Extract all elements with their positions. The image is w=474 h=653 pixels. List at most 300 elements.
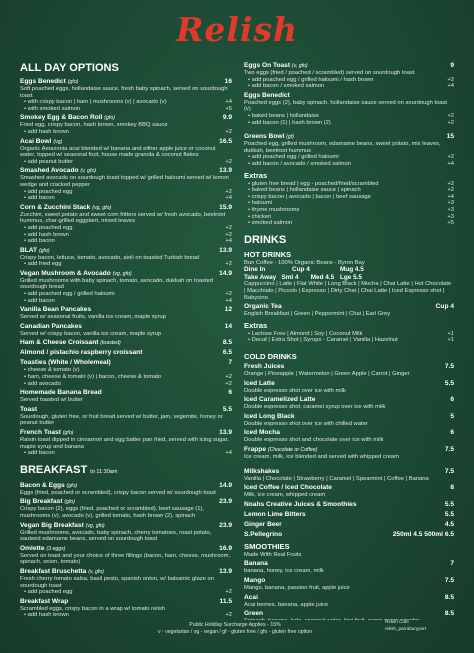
item-name: Ginger Beer [244, 520, 282, 528]
menu-item [244, 468, 454, 476]
addon-price: +2 [225, 291, 232, 298]
item-description: Double espresso shot over ice with chilled water [244, 420, 368, 427]
item-addon [244, 161, 454, 168]
item-name: Corn & Zucchini Stack (vg, gfo) [20, 203, 112, 211]
item-description: Served w/ seasonal fruits, vanilla ice cream, maple syrup [20, 314, 166, 321]
left-menu-column [20, 60, 232, 620]
item-description: banana, honey, ice cream, milk [244, 568, 324, 575]
item-name: French Toast (gfo) [20, 429, 74, 436]
item-name: Eggs On Toast (v, gfo) [244, 62, 308, 69]
addon-price: +3 [447, 213, 454, 220]
item-addon [20, 612, 232, 619]
subsection-heading: COLD DRINKS [244, 352, 297, 362]
addon-price: +5 [225, 105, 232, 112]
menu-item [244, 62, 454, 70]
item-name: Vanilla Bean Pancakes [20, 306, 92, 314]
addon-price: +2 [225, 374, 232, 381]
price-cell: Take Away [244, 273, 277, 281]
item-addon [244, 120, 454, 127]
item-name: Iced Latte [244, 379, 275, 387]
item-name: Frappe (Chocolate or Coffee) [244, 446, 318, 453]
item-name: Mango [244, 576, 266, 584]
item-price: 14.9 [219, 269, 232, 277]
addon-label: • add bacon [24, 195, 55, 202]
addon-label: • add poached egg [24, 589, 73, 596]
subsection-heading: SMOOTHIES [244, 541, 290, 551]
subsection-heading: Extras [244, 170, 268, 180]
item-description: Zucchini, sweet potato and sweet corn fritters served w/ fresh avocado, beetroot hummus, char-grilled eggplant, mixed leaves [20, 211, 226, 225]
item-name: Fresh Juices [244, 363, 285, 371]
addon-price: +4 [447, 83, 454, 90]
menu-item [244, 577, 454, 585]
item-price: 6 [228, 389, 232, 397]
addon-label: • gluten free bread | egg - poached/fried/scrambled [248, 180, 379, 187]
item-price: 9 [450, 62, 454, 69]
spacer [244, 227, 454, 232]
menu-item [20, 138, 232, 146]
item-name: BLAT (gfo) [20, 246, 50, 254]
item-price: 14 [224, 322, 232, 330]
item-addon [20, 195, 232, 202]
item-description: Poached eggs (2), baby spinach, hollandaise sauce served on sourdough toast (v) [244, 99, 448, 113]
item-addon [244, 194, 454, 201]
item-name: Eggs Benedict (gfo) [20, 78, 79, 85]
addon-label: • baked beans | hollandaise sauce | spinach [248, 187, 361, 194]
price-row [244, 266, 364, 274]
item-price: 16.5 [219, 137, 232, 145]
item-name: Toast [20, 405, 38, 413]
menu-item [244, 92, 454, 100]
dietary-tag: (vg) [53, 138, 63, 145]
addon-price: +2 [225, 612, 232, 619]
dietary-legend: v - vegetarian / vg - vegan / gf - gluten free / gfo - gluten free option [158, 628, 312, 635]
item-price: 8.5 [222, 339, 232, 347]
item-name: S.Pellegrino [244, 530, 283, 538]
item-description: Scrambled eggs, crispy bacon in a wrap w/ tomato relish [20, 605, 165, 612]
item-addon [244, 113, 454, 120]
item-description: Fried egg, crispy bacon, hash brown, smokey BBQ sauce [20, 122, 168, 129]
item-name: Homemade Banana Bread [20, 389, 102, 397]
addon-price: +2 [447, 119, 454, 126]
item-name: Iced Coffee / Iced Chocolate [244, 484, 332, 492]
addon-price: +4 [225, 297, 232, 304]
item-name: Acai [244, 593, 258, 601]
item-addon [20, 450, 232, 457]
item-name: Acai Bowl (vg) [20, 137, 63, 145]
addon-label: • cheese & tomato (v) [24, 367, 80, 374]
addon-label: • add bacon [24, 450, 55, 457]
addon-price: +4 [225, 195, 232, 202]
item-price: 12 [224, 306, 232, 314]
addon-label: • thyme mushrooms [248, 206, 300, 213]
dietary-tag: (gfo) [104, 115, 115, 122]
section-heading: DRINKS [244, 233, 287, 246]
menu-item [244, 303, 454, 311]
item-price: 9.9 [222, 114, 232, 122]
addon-label: • add fried egg [24, 261, 62, 268]
item-name: Omlette (3 eggs) [20, 544, 66, 552]
item-addon [244, 187, 454, 194]
menu-item [244, 610, 454, 618]
item-price: 6 [450, 396, 454, 404]
addon-label: • add hash brown [24, 612, 69, 619]
addon-price: +4 [447, 160, 454, 167]
item-price: 7.5 [444, 467, 454, 475]
item-description: Crispy bacon (2), eggs (fried, poached or scrambled), beef sausage (1), mushrooms (v), avocado (v), grilled tomato, hash brown (2), spinach [20, 506, 204, 519]
item-addon [20, 298, 232, 305]
item-price: 7.5 [444, 363, 454, 371]
addon-label: • add avocado [24, 380, 61, 387]
item-name: Iced Caramelized Latte [244, 396, 316, 404]
dietary-tag: (gfo) [66, 482, 78, 489]
item-description: Raisin toast dipped in cinnamon and egg batter pan fried, served with icing sugar, maple syrup and banana [20, 437, 229, 450]
item-description: Double espresso shot and chocolate over ice with milk [244, 437, 384, 444]
item-name: Noahs Creative Juices & Smoothies [244, 500, 357, 508]
item-addon [20, 367, 232, 374]
addon-label: • add peanut butter [24, 158, 74, 165]
item-addon [244, 83, 454, 90]
item-name: Banana [244, 560, 268, 568]
item-name: Greens Bowl (gf) [244, 133, 294, 141]
item-price: 5.5 [444, 379, 454, 387]
item-name: Smokey Egg & Bacon Roll (gfo) [20, 114, 115, 122]
spacer [244, 344, 454, 349]
menu-item [244, 511, 454, 519]
item-addon [20, 291, 232, 298]
section-heading: ALL DAY OPTIONS [20, 62, 119, 74]
menu-item [20, 429, 232, 437]
item-name: Big Breakfast (gfo) [20, 498, 76, 506]
item-addon [20, 261, 232, 268]
menu-item [244, 501, 454, 509]
dietary-tag: (v, gfo) [88, 568, 104, 575]
dietary-tag: (3 eggs) [46, 545, 66, 552]
item-description: Cappuccino | Latte | Flat White | Long Black | Mocha | Chai Latte | Hot Chocolate | Macchiato | Piccolo | Espresso | Dirty Chai | Chai Latte | Iced Espresso shot | Babycino [244, 281, 452, 301]
item-price: 15 [446, 133, 454, 141]
item-description: Poached egg, grilled mushroom, edamame beans, sweet potato, mix leaves, dukkah, beetroot hummus [244, 141, 441, 154]
addon-label: • add bacon / avocado / smoked salmon [248, 160, 351, 167]
item-description: Mango, banana, passion fruit, apple juice [244, 584, 350, 591]
menu-item [20, 339, 232, 347]
menu-item [20, 545, 232, 553]
instagram-handle: relish_parraburyport [385, 626, 427, 631]
dietary-tag: (v, gfo) [291, 63, 308, 69]
item-addon [244, 220, 454, 227]
item-name: Canadian Pancakes [20, 322, 82, 330]
item-description: Served on toast and your choice of three fillings (bacon, ham, cheese, mushroom, spinach, onion, tomato) [20, 552, 231, 566]
item-description: Ice cream, milk, ice blended and served with whipped cream [244, 454, 399, 460]
addon-label: • add bacon [24, 238, 55, 245]
item-price: 13.9 [219, 167, 232, 175]
item-price: 5 [450, 412, 454, 420]
item-description: Bun Coffee - 100% Organic Beans - Byron Bay [244, 259, 365, 266]
item-addon [20, 159, 232, 166]
dietary-tag: (Chocolate or Coffee) [267, 447, 318, 453]
item-addon [244, 154, 454, 161]
addon-price: +2 [225, 231, 232, 238]
menu-item [20, 568, 232, 576]
item-price: 5.5 [444, 510, 454, 518]
addon-price: +2 [225, 589, 232, 596]
menu-item [20, 247, 232, 255]
item-addon [20, 189, 232, 196]
item-price: 7 [228, 359, 232, 367]
addon-label: • add poached egg [24, 188, 73, 195]
price-cell: Sml 4 [281, 273, 299, 281]
menu-item [244, 521, 454, 529]
menu-item [244, 413, 454, 421]
menu-item [244, 429, 454, 437]
item-addon [20, 374, 232, 381]
item-description: Sourdough, gluten free, or fruit bread served w/ butter, jam, vegemite, honey or peanut butter [20, 413, 223, 427]
dietary-tag: (gfo) [62, 430, 74, 436]
item-name: Breakfast Wrap [20, 597, 69, 605]
item-name: Breakfast Bruschetta (v, gfo) [20, 567, 104, 575]
item-addon [20, 589, 232, 596]
item-price: 7.5 [444, 576, 454, 584]
price-cell: Lge 5.5 [339, 273, 362, 281]
item-name: Vegan Mushroom & Avocado (vg, gfo) [20, 269, 132, 277]
item-price: 13.9 [219, 567, 232, 575]
addon-price: +2 [447, 180, 454, 187]
item-price: 8 [450, 484, 454, 492]
item-addon [20, 238, 232, 245]
addon-label: • crispy bacon | avocado | bacon | beef sausage [248, 193, 371, 200]
item-addon [244, 200, 454, 207]
right-menu-column [244, 60, 454, 620]
item-price: 7.5 [444, 446, 454, 453]
item-name: Eggs Benedict [244, 91, 290, 99]
item-description: Two eggs (fried / poached / scrambled) served on sourdough toast [244, 70, 415, 76]
item-name: Green [244, 610, 264, 618]
item-price: 5.5 [444, 500, 454, 508]
menu-item [244, 531, 454, 539]
item-name: Bacon & Eggs (gfo) [20, 481, 78, 489]
menu-item [20, 323, 232, 331]
menu-item [20, 349, 232, 357]
item-addon [244, 331, 454, 338]
section-heading: BREAKFAST to 11:30am [20, 463, 118, 476]
item-description: English Breakfast | Green | Peppermint | Chai | Earl Grey [244, 311, 391, 318]
item-price: 8.5 [444, 593, 454, 601]
subsection-heading: Extras [244, 320, 268, 330]
addon-price: +2 [225, 128, 232, 135]
item-price: 13.9 [219, 429, 232, 436]
item-addon [20, 99, 232, 106]
item-price: 8.5 [444, 610, 454, 618]
addon-price: +3 [447, 200, 454, 207]
addon-label: • add hash brown [24, 231, 69, 238]
item-price: 14.9 [219, 481, 232, 489]
addon-label: • baked beans | hollandaise [248, 112, 319, 119]
menu-item [20, 498, 232, 506]
item-addon [244, 77, 454, 84]
addon-price: +2 [225, 158, 232, 165]
item-description: Organic Amazonia acai blended w/ banana and either apple juice or coconut water, topped w/ seasonal fruit, house made granola & coconut flakes [20, 145, 216, 159]
addon-label: • add bacon [24, 297, 55, 304]
item-name: Milkshakes [244, 467, 280, 475]
spacer [20, 457, 232, 462]
menu-item [20, 78, 232, 86]
item-description: Made With Real Fruits [244, 551, 302, 558]
menu-item [20, 114, 232, 122]
addon-label: • add bacon (1) | hash brown (2) [248, 119, 331, 126]
price-row [244, 274, 364, 282]
dietary-tag: (gfo) [38, 247, 50, 254]
item-addon [20, 129, 232, 136]
item-price: 6.5 [222, 349, 232, 357]
surcharge-note: Public Holiday Surcharge Applies - 15% [189, 622, 281, 628]
menu-item [20, 406, 232, 414]
addon-label: • add bacon / smoked salmon [248, 83, 325, 90]
item-description: Crispy bacon, lettuce, tomato, avocado, aioli on toasted Turkish bread [20, 254, 200, 261]
item-description: Smashed avocado on sourdough toast topped w/ grilled haloumi served w/ lemon wedge and cracked pepper [20, 175, 229, 188]
item-price: 7 [450, 560, 454, 568]
item-description: Grilled mushrooms, avocado, baby spinach, cherry tomatoes, roast potato, sauteed edamame beans, served on sourdough toast [20, 529, 212, 543]
dietary-tag: (gfo) [67, 79, 79, 85]
item-price: 15.9 [219, 203, 232, 211]
item-price: 23.9 [219, 498, 232, 506]
item-price: 16.9 [219, 544, 232, 552]
item-name: Iced Long Black [244, 412, 295, 420]
price-cell: Cup 4 [292, 266, 310, 274]
price-cell: Med 4.5 [310, 273, 335, 281]
addon-label: • add poached egg [24, 224, 73, 231]
dietary-tag: (toasted) [100, 340, 121, 347]
item-price: 23.9 [219, 521, 232, 529]
addon-label: • add poached egg / grilled haloumi [24, 291, 115, 298]
menu-item [20, 389, 232, 397]
item-description: Vanilla | Chocolate | Strawberry | Caramel | Spearmint | Coffee | Banana [244, 475, 429, 482]
item-price: 4.5 [444, 520, 454, 528]
item-description: Soft poached eggs, hollandaise sauce, fresh baby spinach, served on sourdough toast [20, 86, 228, 99]
menu-item [244, 133, 454, 141]
item-name: Lemon Lime Bitters [244, 510, 306, 518]
item-addon [244, 207, 454, 214]
menu-item [244, 484, 454, 492]
menu-item [20, 306, 232, 314]
menu-item [20, 598, 232, 606]
addon-label: • smoked salmon [248, 220, 293, 227]
item-description: Orange | Pineapple | Watermelon | Green Apple | Carrot | Ginger [244, 371, 410, 378]
addon-price: +4 [225, 238, 232, 245]
item-price: 13.9 [219, 246, 232, 254]
dietary-tag: (vg, gfo) [92, 204, 112, 211]
item-name: Ham & Cheese Croissant (toasted) [20, 339, 121, 347]
menu-item [244, 380, 454, 388]
item-description: Acai berries, banana, apple juice [244, 601, 329, 608]
dietary-tag: (gf) [286, 134, 294, 141]
addon-label: • add poached egg / grilled haloumi / hash brown [248, 76, 374, 83]
item-price: 6 [450, 429, 454, 437]
item-addon [20, 106, 232, 113]
item-description: Served toasted w/ butter [20, 397, 83, 404]
addon-price: +2 [225, 224, 232, 231]
menu-item [20, 359, 232, 367]
addon-price: +2 [447, 187, 454, 194]
item-addon [244, 337, 454, 344]
item-description: Fresh cherry tomato salsa, basil pesto, spanish onion, w/ balsamic glaze on sourdough toast [20, 575, 214, 589]
item-price: Cup 4 [435, 303, 454, 311]
addon-price: +3 [447, 206, 454, 213]
item-price: 5.5 [222, 405, 232, 413]
item-name: Iced Mocha [244, 429, 280, 437]
addon-price: +5 [447, 220, 454, 227]
addon-price: +2 [447, 76, 454, 83]
item-description: Double espresso shot over ice with milk [244, 387, 346, 394]
spacer [244, 461, 454, 466]
addon-price: +4 [225, 99, 232, 106]
addon-price: +2 [447, 154, 454, 161]
subsection-heading: HOT DRINKS [244, 249, 292, 259]
addon-price: +2 [225, 188, 232, 195]
addon-label: • with crispy bacon | ham | mushrooms (v) | avocado (v) [24, 99, 167, 106]
spacer [244, 126, 454, 131]
addon-price: +4 [447, 193, 454, 200]
item-description: Eggs (fried, poached or scrambled), crispy bacon served w/ sourdough toast [20, 489, 216, 496]
section-note: to 11:30am [90, 468, 118, 475]
item-name: Vegan Big Breakfast (vg, gfo) [20, 521, 105, 529]
menu-item [20, 522, 232, 530]
addon-label: • chicken [248, 213, 272, 220]
addon-label: • haloumi [248, 200, 272, 207]
item-description: Milk, ice cream, whipped cream [244, 492, 326, 499]
addon-label: • with smoked salmon [24, 105, 81, 112]
item-description: Double espresso shot, caramel syrup over ice with milk [244, 404, 386, 411]
item-addon [244, 214, 454, 221]
price-cell: Dine In [244, 266, 266, 274]
addon-price: +2 [447, 112, 454, 119]
addon-label: • Decaf | Extra Shot | Syrups - Caramel | Vanilla | Hazelnut [248, 337, 398, 344]
item-name: Almond / pistachio raspberry croissant [20, 349, 143, 357]
item-description: Served w/ crispy bacon, vanilla ice cream, maple syrup [20, 330, 162, 337]
item-addon [20, 232, 232, 239]
menu-item [244, 396, 454, 404]
item-price: 250ml 4.5 500ml 6.5 [392, 530, 454, 538]
dietary-tag: (v, gfo) [80, 168, 97, 175]
menu-item [20, 167, 232, 175]
addon-price: +1 [447, 330, 454, 337]
addon-label: • Lactose Free | Almond | Soy | Coconut Milk [248, 330, 363, 337]
dietary-tag: (vg, gfo) [112, 270, 132, 277]
addon-price: +4 [225, 450, 232, 457]
addon-price: +2 [225, 380, 232, 387]
price-cell: Mug 4.5 [340, 266, 364, 274]
item-description: Grilled mushrooms with baby spinach, tomato, avocado, dukkah on toasted sourdough bread [20, 277, 214, 291]
item-name: Toasties (White / Wholemeal) [20, 359, 111, 367]
item-addon [20, 381, 232, 388]
menu-item [244, 594, 454, 602]
social-handles [385, 618, 426, 632]
menu-item [20, 270, 232, 278]
addon-label: • add poached egg / grilled haloumi [248, 154, 339, 161]
addon-price: +1 [447, 337, 454, 344]
item-price: 16 [224, 78, 232, 85]
menu-item [244, 560, 454, 568]
item-name: Smashed Avocado (v, gfo) [20, 167, 97, 175]
addon-label: • add hash brown [24, 128, 69, 135]
menu-item [244, 363, 454, 371]
item-addon [20, 225, 232, 232]
menu-item [244, 446, 454, 454]
menu-item [20, 204, 232, 212]
addon-price: +2 [225, 261, 232, 268]
addon-label: • ham, cheese & tomato (v) | bacon, cheese & tomato [24, 374, 162, 381]
facebook-handle: Relish Cafe [385, 619, 409, 624]
item-addon [244, 181, 454, 188]
brand-logo: Relish [175, 10, 299, 49]
item-name: Organic Tea [244, 303, 282, 311]
